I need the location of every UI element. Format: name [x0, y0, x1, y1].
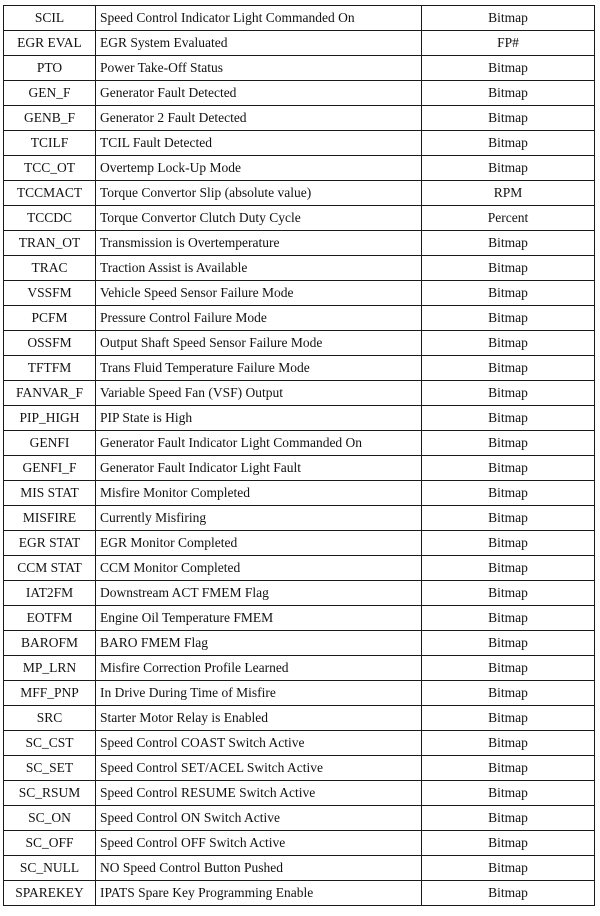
pid-name-cell: GENB_F	[4, 106, 96, 131]
pid-description-cell: Torque Convertor Clutch Duty Cycle	[96, 206, 422, 231]
table-row	[4, 631, 595, 656]
pid-unit-cell: Bitmap	[422, 831, 595, 856]
table-row	[4, 781, 595, 806]
pid-table	[3, 5, 595, 906]
table-row	[4, 181, 595, 206]
table-row	[4, 306, 595, 331]
table-row	[4, 506, 595, 531]
pid-unit-cell: Bitmap	[422, 281, 595, 306]
pid-description-cell: Vehicle Speed Sensor Failure Mode	[96, 281, 422, 306]
pid-unit-cell: Bitmap	[422, 681, 595, 706]
pid-name-cell: SC_ON	[4, 806, 96, 831]
pid-description-cell: Variable Speed Fan (VSF) Output	[96, 381, 422, 406]
pid-unit-cell: Bitmap	[422, 756, 595, 781]
pid-description-cell: Speed Control RESUME Switch Active	[96, 781, 422, 806]
table-row	[4, 531, 595, 556]
pid-description-cell: Overtemp Lock-Up Mode	[96, 156, 422, 181]
pid-name-cell: CCM STAT	[4, 556, 96, 581]
pid-description-cell: Speed Control SET/ACEL Switch Active	[96, 756, 422, 781]
table-row	[4, 856, 595, 881]
pid-name-cell: TCCMACT	[4, 181, 96, 206]
pid-unit-cell: Bitmap	[422, 231, 595, 256]
table-row	[4, 206, 595, 231]
pid-name-cell: SPAREKEY	[4, 881, 96, 906]
pid-unit-cell: Bitmap	[422, 331, 595, 356]
pid-description-cell: NO Speed Control Button Pushed	[96, 856, 422, 881]
pid-unit-cell: Bitmap	[422, 131, 595, 156]
pid-unit-cell: Bitmap	[422, 306, 595, 331]
pid-description-cell: IPATS Spare Key Programming Enable	[96, 881, 422, 906]
pid-unit-cell: Bitmap	[422, 6, 595, 31]
pid-unit-cell: Bitmap	[422, 631, 595, 656]
pid-description-cell: CCM Monitor Completed	[96, 556, 422, 581]
pid-unit-cell: Bitmap	[422, 106, 595, 131]
pid-table-body	[4, 6, 595, 906]
table-row	[4, 381, 595, 406]
pid-name-cell: EGR STAT	[4, 531, 96, 556]
table-row	[4, 756, 595, 781]
pid-name-cell: TFTFM	[4, 356, 96, 381]
pid-name-cell: PTO	[4, 56, 96, 81]
table-row	[4, 81, 595, 106]
pid-name-cell: MIS STAT	[4, 481, 96, 506]
pid-description-cell: Pressure Control Failure Mode	[96, 306, 422, 331]
pid-description-cell: BARO FMEM Flag	[96, 631, 422, 656]
pid-description-cell: Downstream ACT FMEM Flag	[96, 581, 422, 606]
table-row	[4, 281, 595, 306]
pid-unit-cell: Bitmap	[422, 156, 595, 181]
pid-name-cell: EOTFM	[4, 606, 96, 631]
pid-name-cell: SC_SET	[4, 756, 96, 781]
pid-description-cell: Generator Fault Indicator Light Fault	[96, 456, 422, 481]
pid-name-cell: GENFI_F	[4, 456, 96, 481]
pid-description-cell: Power Take-Off Status	[96, 56, 422, 81]
pid-name-cell: BAROFM	[4, 631, 96, 656]
pid-unit-cell: Bitmap	[422, 556, 595, 581]
table-row	[4, 731, 595, 756]
table-row	[4, 581, 595, 606]
pid-unit-cell: Bitmap	[422, 431, 595, 456]
table-row	[4, 806, 595, 831]
pid-name-cell: SCIL	[4, 6, 96, 31]
pid-description-cell: Torque Convertor Slip (absolute value)	[96, 181, 422, 206]
pid-name-cell: SC_OFF	[4, 831, 96, 856]
pid-description-cell: Speed Control ON Switch Active	[96, 806, 422, 831]
pid-name-cell: TCC_OT	[4, 156, 96, 181]
pid-description-cell: Transmission is Overtemperature	[96, 231, 422, 256]
pid-name-cell: MISFIRE	[4, 506, 96, 531]
table-row	[4, 556, 595, 581]
pid-name-cell: VSSFM	[4, 281, 96, 306]
pid-unit-cell: Bitmap	[422, 531, 595, 556]
pid-name-cell: GENFI	[4, 431, 96, 456]
table-row	[4, 131, 595, 156]
pid-unit-cell: Bitmap	[422, 506, 595, 531]
pid-description-cell: Speed Control COAST Switch Active	[96, 731, 422, 756]
table-row	[4, 331, 595, 356]
pid-unit-cell: Bitmap	[422, 731, 595, 756]
pid-description-cell: Speed Control Indicator Light Commanded On	[96, 6, 422, 31]
pid-unit-cell: Bitmap	[422, 606, 595, 631]
pid-description-cell: Trans Fluid Temperature Failure Mode	[96, 356, 422, 381]
pid-description-cell: Misfire Correction Profile Learned	[96, 656, 422, 681]
pid-description-cell: TCIL Fault Detected	[96, 131, 422, 156]
pid-name-cell: PCFM	[4, 306, 96, 331]
pid-description-cell: Generator 2 Fault Detected	[96, 106, 422, 131]
pid-description-cell: EGR Monitor Completed	[96, 531, 422, 556]
pid-unit-cell: Bitmap	[422, 456, 595, 481]
table-row	[4, 406, 595, 431]
table-row	[4, 356, 595, 381]
pid-unit-cell: Bitmap	[422, 381, 595, 406]
table-row	[4, 106, 595, 131]
pid-description-cell: EGR System Evaluated	[96, 31, 422, 56]
pid-name-cell: GEN_F	[4, 81, 96, 106]
pid-unit-cell: Bitmap	[422, 656, 595, 681]
table-row	[4, 481, 595, 506]
pid-unit-cell: Bitmap	[422, 881, 595, 906]
pid-unit-cell: Bitmap	[422, 56, 595, 81]
pid-description-cell: Generator Fault Detected	[96, 81, 422, 106]
pid-description-cell: PIP State is High	[96, 406, 422, 431]
table-row	[4, 256, 595, 281]
pid-description-cell: Misfire Monitor Completed	[96, 481, 422, 506]
pid-unit-cell: Bitmap	[422, 406, 595, 431]
table-row	[4, 231, 595, 256]
pid-description-cell: Starter Motor Relay is Enabled	[96, 706, 422, 731]
pid-name-cell: TRAC	[4, 256, 96, 281]
pid-unit-cell: Bitmap	[422, 781, 595, 806]
pid-name-cell: SC_NULL	[4, 856, 96, 881]
pid-name-cell: TRAN_OT	[4, 231, 96, 256]
table-row	[4, 431, 595, 456]
pid-unit-cell: Bitmap	[422, 356, 595, 381]
pid-description-cell: Currently Misfiring	[96, 506, 422, 531]
table-row	[4, 6, 595, 31]
pid-description-cell: In Drive During Time of Misfire	[96, 681, 422, 706]
pid-unit-cell: Bitmap	[422, 81, 595, 106]
pid-name-cell: MP_LRN	[4, 656, 96, 681]
pid-description-cell: Output Shaft Speed Sensor Failure Mode	[96, 331, 422, 356]
pid-name-cell: SC_CST	[4, 731, 96, 756]
table-row	[4, 706, 595, 731]
pid-name-cell: EGR EVAL	[4, 31, 96, 56]
pid-unit-cell: Bitmap	[422, 256, 595, 281]
pid-unit-cell: Bitmap	[422, 481, 595, 506]
pid-name-cell: IAT2FM	[4, 581, 96, 606]
table-row	[4, 881, 595, 906]
pid-name-cell: TCCDC	[4, 206, 96, 231]
pid-name-cell: TCILF	[4, 131, 96, 156]
table-row	[4, 831, 595, 856]
pid-unit-cell: Bitmap	[422, 706, 595, 731]
pid-unit-cell: Bitmap	[422, 806, 595, 831]
table-row	[4, 156, 595, 181]
table-row	[4, 56, 595, 81]
pid-description-cell: Engine Oil Temperature FMEM	[96, 606, 422, 631]
pid-name-cell: PIP_HIGH	[4, 406, 96, 431]
table-row	[4, 606, 595, 631]
pid-unit-cell: Percent	[422, 206, 595, 231]
table-row	[4, 656, 595, 681]
pid-unit-cell: Bitmap	[422, 581, 595, 606]
pid-name-cell: SRC	[4, 706, 96, 731]
pid-name-cell: FANVAR_F	[4, 381, 96, 406]
pid-name-cell: OSSFM	[4, 331, 96, 356]
pid-name-cell: MFF_PNP	[4, 681, 96, 706]
table-row	[4, 456, 595, 481]
pid-description-cell: Generator Fault Indicator Light Commanded On	[96, 431, 422, 456]
pid-unit-cell: RPM	[422, 181, 595, 206]
table-row	[4, 31, 595, 56]
pid-name-cell: SC_RSUM	[4, 781, 96, 806]
pid-description-cell: Speed Control OFF Switch Active	[96, 831, 422, 856]
pid-unit-cell: Bitmap	[422, 856, 595, 881]
pid-unit-cell: FP#	[422, 31, 595, 56]
pid-description-cell: Traction Assist is Available	[96, 256, 422, 281]
table-row	[4, 681, 595, 706]
